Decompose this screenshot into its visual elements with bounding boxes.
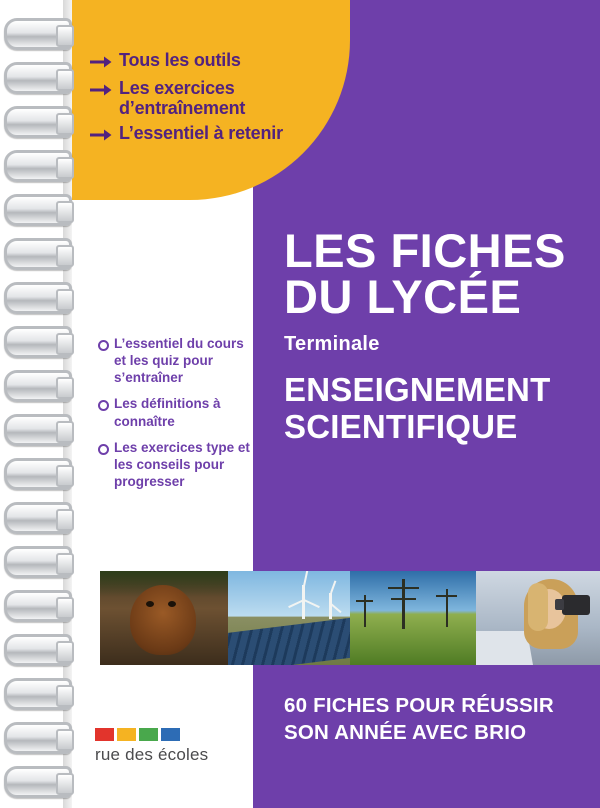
bullet-dot-icon: [98, 340, 109, 351]
camera-shape: [562, 595, 590, 615]
spiral-ring: [4, 106, 72, 138]
list-item: [90, 123, 320, 146]
list-item: [98, 335, 258, 386]
spiral-ring: [4, 590, 72, 622]
list-item: [98, 439, 258, 490]
list-item: [90, 78, 320, 118]
spiral-ring: [4, 458, 72, 490]
spiral-ring: [4, 282, 72, 314]
pylon-arm: [388, 587, 419, 589]
logo-bar-red: [95, 728, 114, 741]
solar-panels-wind-turbines-photo: [228, 571, 350, 665]
spiral-ring: [4, 546, 72, 578]
spiral-binding: [0, 0, 72, 808]
yellow-item-label: L’essentiel à retenir: [119, 123, 283, 144]
list-item: [90, 50, 320, 73]
solar-panel-shape: [228, 616, 350, 665]
publisher-logo: [95, 728, 208, 765]
tagline-line2: SON ANNÉE AVEC BRIO: [284, 720, 527, 744]
bullet-dot-icon: [98, 400, 109, 411]
wind-turbine-blade: [330, 580, 336, 593]
spiral-ring: [4, 370, 72, 402]
photo-strip: [100, 571, 600, 665]
subject-line1: ENSEIGNEMENT: [284, 371, 551, 409]
pylon-arm: [436, 595, 457, 597]
tagline-line1: 60 FICHES POUR RÉUSSIR: [284, 694, 554, 717]
wind-turbine-blade: [303, 571, 308, 586]
yellow-badge-list: [90, 50, 320, 151]
spiral-ring: [4, 238, 72, 270]
arrow-right-icon: [90, 128, 112, 146]
feature-label: Les définitions à connaître: [114, 396, 221, 429]
spiral-ring: [4, 502, 72, 534]
spiral-ring: [4, 150, 72, 182]
feature-label: L’essentiel du cours et les quiz pour s’entraîner: [114, 336, 244, 386]
pylon-arm: [391, 598, 416, 600]
spiral-ring: [4, 194, 72, 226]
orangutan-eye-right: [168, 601, 176, 607]
bullet-dot-icon: [98, 444, 109, 455]
logo-bar-yellow: [117, 728, 136, 741]
logo-color-bars: [95, 728, 208, 741]
spiral-ring: [4, 766, 72, 798]
woman-with-camera-laptop-photo: [476, 571, 600, 665]
arrow-right-icon: [90, 83, 112, 101]
arrow-right-icon: [90, 55, 112, 73]
yellow-item-label: Les exercices d’entraînement: [119, 78, 246, 119]
orangutan-eye-left: [146, 601, 154, 607]
spiral-ring: [4, 678, 72, 710]
pylon-arm: [356, 600, 373, 602]
spiral-ring: [4, 634, 72, 666]
spiral-ring: [4, 18, 72, 50]
page-title-line1: LES FICHES: [284, 224, 566, 277]
electricity-pylons-field-photo: [350, 571, 476, 665]
logo-bar-blue: [161, 728, 180, 741]
spiral-ring: [4, 326, 72, 358]
list-item: [98, 395, 258, 429]
feature-list: [98, 335, 258, 499]
spiral-ring: [4, 722, 72, 754]
logo-bar-green: [139, 728, 158, 741]
title-block: [284, 224, 584, 446]
wind-turbine-blade: [330, 603, 341, 613]
hair-front-shape: [528, 583, 548, 631]
subject-line2: SCIENTIFIQUE: [284, 408, 518, 446]
yellow-item-label: Tous les outils: [119, 50, 241, 70]
wind-turbine-blade: [304, 599, 320, 608]
feature-label: Les exercices type et les conseils pour progresser: [114, 439, 250, 489]
page-title-line2: DU LYCÉE: [284, 269, 522, 323]
publisher-name: rue des écoles: [95, 745, 209, 764]
spiral-ring: [4, 62, 72, 94]
level-label: Terminale: [284, 333, 380, 356]
tagline: [284, 693, 584, 746]
orangutan-photo: [100, 571, 228, 665]
spiral-ring: [4, 414, 72, 446]
wind-turbine-mast: [302, 585, 305, 619]
orangutan-face-shape: [130, 585, 196, 655]
